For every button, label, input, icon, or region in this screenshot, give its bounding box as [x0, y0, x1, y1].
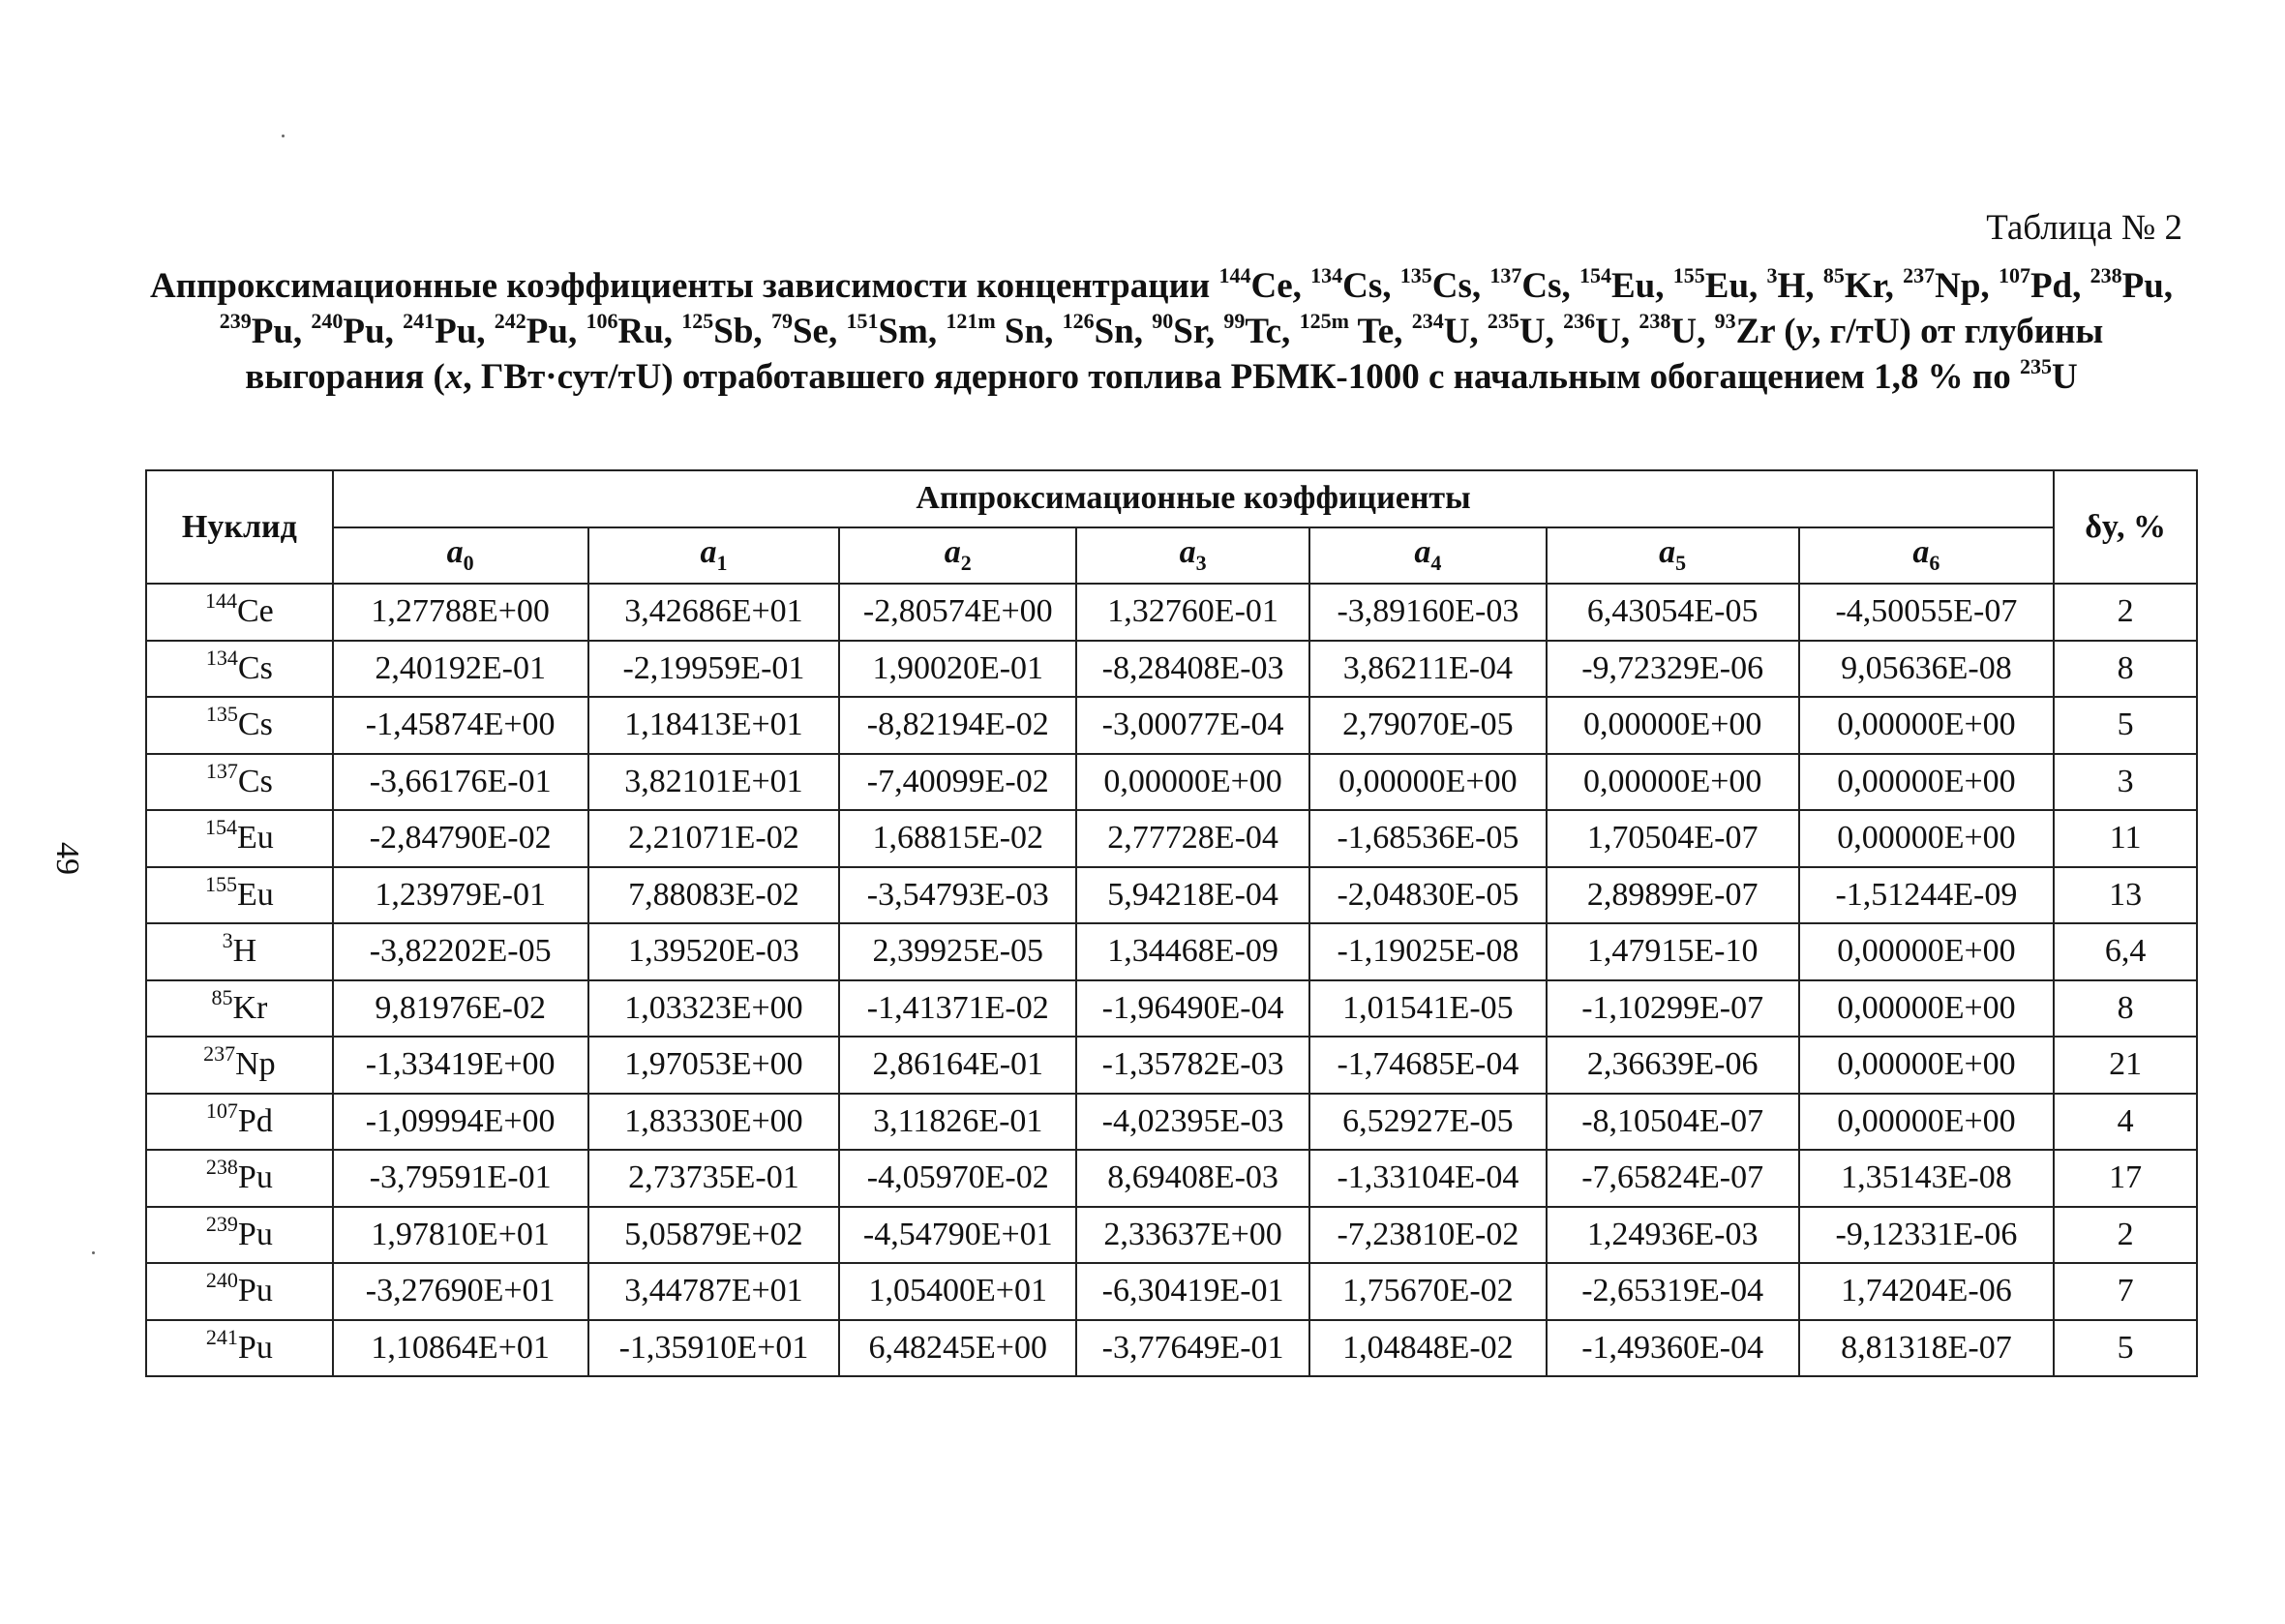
- coef-cell-a1: -1,35910E+01: [588, 1320, 840, 1377]
- title-mass-number: 135: [1399, 263, 1432, 287]
- coef-cell-a6: 0,00000E+00: [1799, 754, 2055, 811]
- coef-letter: a: [944, 534, 961, 571]
- title-mass-number: 238: [1639, 309, 1671, 333]
- nuclide-mass-number: 3: [222, 928, 233, 953]
- coef-cell-a1: 1,39520E-03: [588, 923, 840, 980]
- coef-cell-a0: -1,09994E+00: [333, 1094, 588, 1151]
- coef-cell-a2: 3,11826E-01: [839, 1094, 1076, 1151]
- nuclide-cell: [146, 754, 333, 811]
- title-text: Sm,: [878, 312, 947, 351]
- nuclide-cell: [146, 1263, 333, 1320]
- title-mass-number: 239: [219, 309, 252, 333]
- nuclide-element: Pu: [237, 1329, 273, 1366]
- coef-index: 4: [1430, 551, 1442, 576]
- title-text: Pd,: [2029, 266, 2090, 306]
- nuclide-mass-number: 85: [211, 984, 233, 1009]
- table-row: [146, 754, 2197, 811]
- coef-cell-a5: 1,24936E-03: [1547, 1207, 1799, 1264]
- nuclide-mass-number: 240: [205, 1268, 238, 1293]
- coef-letter: a: [1912, 534, 1930, 571]
- nuclide-element: Pd: [237, 1102, 273, 1139]
- table-row: [146, 1150, 2197, 1207]
- nuclide-mass-number: 238: [205, 1155, 238, 1180]
- table-title: [145, 263, 2178, 400]
- coef-cell-a3: -6,30419E-01: [1076, 1263, 1309, 1320]
- coef-cell-a6: 0,00000E+00: [1799, 810, 2055, 867]
- coef-cell-a2: 1,90020E-01: [839, 641, 1076, 698]
- nuclide-mass-number: 137: [205, 758, 238, 783]
- title-variable: y: [1795, 312, 1813, 351]
- coef-header-a3: [1076, 527, 1309, 585]
- title-text: Cs,: [1521, 266, 1579, 306]
- coef-cell-a5: -8,10504E-07: [1547, 1094, 1799, 1151]
- coef-cell-a1: 1,83330E+00: [588, 1094, 840, 1151]
- table-row: [146, 697, 2197, 754]
- coef-cell-a1: 3,44787E+01: [588, 1263, 840, 1320]
- coef-cell-a4: -1,68536E-05: [1309, 810, 1547, 867]
- coef-cell-a2: -7,40099E-02: [839, 754, 1076, 811]
- coef-index: 2: [960, 551, 972, 576]
- coef-cell-a5: 0,00000E+00: [1547, 754, 1799, 811]
- coef-cell-a4: 1,75670E-02: [1309, 1263, 1547, 1320]
- coef-cell-a4: -1,33104E-04: [1309, 1150, 1547, 1207]
- title-mass-number: 242: [494, 309, 526, 333]
- coef-cell-a0: 1,10864E+01: [333, 1320, 588, 1377]
- coef-cell-a6: 0,00000E+00: [1799, 980, 2055, 1038]
- title-text: Sb,: [713, 312, 771, 351]
- coef-cell-a4: -1,74685E-04: [1309, 1037, 1547, 1094]
- nuclide-element: Cs: [237, 763, 273, 799]
- coef-letter: a: [1179, 534, 1196, 571]
- title-text: Sr,: [1173, 312, 1224, 351]
- coef-cell-a6: 1,35143E-08: [1799, 1150, 2055, 1207]
- nuclide-cell: [146, 1037, 333, 1094]
- coef-cell-a6: 0,00000E+00: [1799, 697, 2055, 754]
- coef-header-a4: [1309, 527, 1547, 585]
- coef-index: 3: [1195, 551, 1207, 576]
- delta-cell: 21: [2054, 1037, 2197, 1094]
- title-mass-number: 107: [1998, 263, 2030, 287]
- nuclide-mass-number: 154: [204, 815, 237, 840]
- title-mass-number: 3: [1766, 263, 1778, 287]
- title-text: Pu,: [343, 312, 404, 351]
- coef-cell-a3: -4,02395E-03: [1076, 1094, 1309, 1151]
- coef-letter: a: [1414, 534, 1431, 571]
- coef-cell-a0: -1,33419E+00: [333, 1037, 588, 1094]
- title-text: Ce,: [1250, 266, 1311, 306]
- coef-cell-a5: 6,43054E-05: [1547, 584, 1799, 641]
- title-text: Pu,: [526, 312, 586, 351]
- coef-index: 1: [716, 551, 728, 576]
- title-text: Np,: [1935, 266, 1999, 306]
- table-row: [146, 1094, 2197, 1151]
- title-mass-number: 79: [770, 309, 793, 333]
- coef-cell-a4: -2,04830E-05: [1309, 867, 1547, 924]
- coefficients-group-header: Аппроксимационные коэффициенты: [333, 470, 2055, 527]
- title-mass-number: 144: [1218, 263, 1251, 287]
- table-row: [146, 867, 2197, 924]
- coef-cell-a6: -1,51244E-09: [1799, 867, 2055, 924]
- table-row: [146, 1037, 2197, 1094]
- title-text: Tc,: [1245, 312, 1300, 351]
- nuclide-element: Pu: [237, 1216, 273, 1252]
- title-mass-number: 238: [2090, 263, 2122, 287]
- title-text: Cs,: [1342, 266, 1400, 306]
- nuclide-element: Pu: [237, 1159, 273, 1196]
- coef-cell-a1: 1,97053E+00: [588, 1037, 840, 1094]
- title-mass-number: 106: [586, 309, 618, 333]
- nuclide-cell: [146, 810, 333, 867]
- delta-cell: 8: [2054, 980, 2197, 1038]
- nuclide-mass-number: 237: [203, 1041, 236, 1067]
- nuclide-element: Eu: [236, 876, 274, 913]
- coef-cell-a4: 2,79070E-05: [1309, 697, 1547, 754]
- title-text: Pu,: [251, 312, 312, 351]
- title-mass-number: 151: [846, 309, 879, 333]
- coef-cell-a2: 2,39925E-05: [839, 923, 1076, 980]
- coef-cell-a3: -8,28408E-03: [1076, 641, 1309, 698]
- title-text: Kr,: [1844, 266, 1904, 306]
- coef-cell-a0: -3,82202E-05: [333, 923, 588, 980]
- nuclide-cell: [146, 980, 333, 1038]
- coef-cell-a1: 2,73735E-01: [588, 1150, 840, 1207]
- delta-cell: 4: [2054, 1094, 2197, 1151]
- title-mass-number: 85: [1822, 263, 1845, 287]
- coef-cell-a3: 1,32760E-01: [1076, 584, 1309, 641]
- coef-cell-a6: 0,00000E+00: [1799, 923, 2055, 980]
- coef-cell-a0: 2,40192E-01: [333, 641, 588, 698]
- title-text: U: [2051, 357, 2078, 397]
- coef-cell-a5: -2,65319E-04: [1547, 1263, 1799, 1320]
- delta-header: δy, %: [2054, 470, 2197, 584]
- nuclide-element: Ce: [236, 593, 274, 630]
- title-text: Eu,: [1704, 266, 1767, 306]
- coef-header-a2: [839, 527, 1076, 585]
- coef-cell-a1: 1,03323E+00: [588, 980, 840, 1038]
- coef-cell-a2: -4,54790E+01: [839, 1207, 1076, 1264]
- coef-header-a6: [1799, 527, 2055, 585]
- nuclide-element: Kr: [232, 989, 268, 1026]
- coef-cell-a6: -4,50055E-07: [1799, 584, 2055, 641]
- title-mass-number: 235: [1487, 309, 1519, 333]
- coef-cell-a0: 1,23979E-01: [333, 867, 588, 924]
- coef-cell-a4: 1,04848E-02: [1309, 1320, 1547, 1377]
- coef-cell-a4: 6,52927E-05: [1309, 1094, 1547, 1151]
- title-text: Zr (: [1735, 312, 1796, 351]
- table-row: [146, 1207, 2197, 1264]
- nuclide-cell: [146, 867, 333, 924]
- coef-index: 0: [463, 551, 474, 576]
- page-number: 49: [49, 842, 85, 875]
- coef-cell-a4: -1,19025E-08: [1309, 923, 1547, 980]
- title-mass-number: 125m: [1299, 309, 1349, 333]
- coef-cell-a6: 9,05636E-08: [1799, 641, 2055, 698]
- coef-cell-a6: 8,81318E-07: [1799, 1320, 2055, 1377]
- coef-cell-a0: 1,97810E+01: [333, 1207, 588, 1264]
- coef-cell-a0: 1,27788E+00: [333, 584, 588, 641]
- title-variable: x: [444, 357, 464, 397]
- coef-cell-a2: -3,54793E-03: [839, 867, 1076, 924]
- nuclide-cell: [146, 697, 333, 754]
- title-text: Pu,: [2121, 266, 2174, 306]
- coef-cell-a3: -3,00077E-04: [1076, 697, 1309, 754]
- nuclide-element: Pu: [237, 1273, 273, 1309]
- coef-cell-a5: -1,10299E-07: [1547, 980, 1799, 1038]
- nuclide-mass-number: 144: [204, 588, 237, 614]
- delta-cell: 2: [2054, 584, 2197, 641]
- coef-cell-a0: -3,66176E-01: [333, 754, 588, 811]
- coef-cell-a0: -3,27690E+01: [333, 1263, 588, 1320]
- coef-header-a0: [333, 527, 588, 585]
- coef-cell-a2: -8,82194E-02: [839, 697, 1076, 754]
- coef-cell-a0: -2,84790E-02: [333, 810, 588, 867]
- title-mass-number: 155: [1672, 263, 1705, 287]
- nuclide-element: H: [232, 933, 257, 970]
- title-mass-number: 235: [2019, 354, 2052, 378]
- delta-cell: 5: [2054, 697, 2197, 754]
- coef-cell-a3: -3,77649E-01: [1076, 1320, 1309, 1377]
- nuclide-mass-number: 239: [205, 1211, 238, 1236]
- coef-cell-a3: 2,77728E-04: [1076, 810, 1309, 867]
- delta-cell: 6,4: [2054, 923, 2197, 980]
- title-mass-number: 90: [1152, 309, 1174, 333]
- title-mass-number: 237: [1903, 263, 1936, 287]
- title-mass-number: 99: [1223, 309, 1246, 333]
- coef-cell-a5: -7,65824E-07: [1547, 1150, 1799, 1207]
- title-mass-number: 137: [1489, 263, 1522, 287]
- title-mass-number: 154: [1579, 263, 1611, 287]
- coef-cell-a2: 1,68815E-02: [839, 810, 1076, 867]
- title-text: Cs,: [1431, 266, 1490, 306]
- title-text: U,: [1443, 312, 1488, 351]
- delta-cell: 11: [2054, 810, 2197, 867]
- title-mass-number: 240: [311, 309, 344, 333]
- nuclide-cell: [146, 641, 333, 698]
- title-text: Sn,: [995, 312, 1063, 351]
- coef-cell-a4: -3,89160E-03: [1309, 584, 1547, 641]
- title-text: U,: [1670, 312, 1715, 351]
- title-text: U,: [1595, 312, 1639, 351]
- title-text: Pu,: [435, 312, 495, 351]
- table-row: [146, 1263, 2197, 1320]
- nuclide-element: Cs: [237, 649, 273, 686]
- coef-cell-a3: -1,96490E-04: [1076, 980, 1309, 1038]
- coef-cell-a6: -9,12331E-06: [1799, 1207, 2055, 1264]
- nuclide-mass-number: 155: [204, 871, 237, 896]
- nuclide-element: Np: [235, 1046, 276, 1083]
- delta-cell: 7: [2054, 1263, 2197, 1320]
- title-text: , ГВт·сут/тU) отработавшего ядерного топлива РБМК-1000 с начальным обогащением 1,8 % по: [463, 357, 2020, 397]
- table-row: [146, 641, 2197, 698]
- coef-cell-a0: -1,45874E+00: [333, 697, 588, 754]
- title-text: H,: [1777, 266, 1823, 306]
- nuclide-cell: [146, 1094, 333, 1151]
- coef-letter: a: [700, 534, 717, 571]
- title-text: Eu,: [1611, 266, 1673, 306]
- coef-cell-a6: 0,00000E+00: [1799, 1037, 2055, 1094]
- coef-cell-a1: -2,19959E-01: [588, 641, 840, 698]
- scan-speck: [282, 135, 285, 137]
- title-text: Sn,: [1094, 312, 1153, 351]
- scan-speck: [92, 1251, 95, 1254]
- coef-cell-a4: 1,01541E-05: [1309, 980, 1547, 1038]
- coef-cell-a4: -7,23810E-02: [1309, 1207, 1547, 1264]
- coef-cell-a5: 2,89899E-07: [1547, 867, 1799, 924]
- coef-cell-a3: 8,69408E-03: [1076, 1150, 1309, 1207]
- nuclide-header: Нуклид: [146, 470, 333, 584]
- nuclide-mass-number: 107: [205, 1098, 238, 1123]
- title-text: Te,: [1348, 312, 1412, 351]
- delta-cell: 2: [2054, 1207, 2197, 1264]
- title-text: Аппроксимационные коэффициенты зависимости концентрации: [149, 266, 1219, 306]
- coef-cell-a3: 2,33637E+00: [1076, 1207, 1309, 1264]
- coef-cell-a0: 9,81976E-02: [333, 980, 588, 1038]
- coef-cell-a5: 2,36639E-06: [1547, 1037, 1799, 1094]
- coef-cell-a2: -1,41371E-02: [839, 980, 1076, 1038]
- title-mass-number: 134: [1310, 263, 1343, 287]
- coef-header-a5: [1547, 527, 1799, 585]
- table-row: [146, 1320, 2197, 1377]
- coef-cell-a4: 3,86211E-04: [1309, 641, 1547, 698]
- nuclide-element: Cs: [237, 707, 273, 743]
- table-number: Таблица № 2: [1986, 208, 2182, 248]
- coef-cell-a5: 1,70504E-07: [1547, 810, 1799, 867]
- coef-cell-a6: 1,74204E-06: [1799, 1263, 2055, 1320]
- coef-cell-a1: 1,18413E+01: [588, 697, 840, 754]
- coef-cell-a2: -4,05970E-02: [839, 1150, 1076, 1207]
- title-mass-number: 126: [1062, 309, 1095, 333]
- title-mass-number: 234: [1411, 309, 1444, 333]
- coef-cell-a3: -1,35782E-03: [1076, 1037, 1309, 1094]
- coef-cell-a5: 1,47915E-10: [1547, 923, 1799, 980]
- delta-cell: 5: [2054, 1320, 2197, 1377]
- title-mass-number: 241: [403, 309, 436, 333]
- title-text: Se,: [792, 312, 847, 351]
- delta-cell: 17: [2054, 1150, 2197, 1207]
- coef-header-a1: [588, 527, 840, 585]
- coef-cell-a1: 7,88083E-02: [588, 867, 840, 924]
- table-body: [146, 584, 2197, 1376]
- coef-cell-a1: 3,42686E+01: [588, 584, 840, 641]
- nuclide-cell: [146, 1207, 333, 1264]
- delta-cell: 3: [2054, 754, 2197, 811]
- nuclide-element: Eu: [236, 820, 274, 857]
- coef-cell-a5: -9,72329E-06: [1547, 641, 1799, 698]
- nuclide-mass-number: 135: [205, 702, 238, 727]
- coef-cell-a1: 2,21071E-02: [588, 810, 840, 867]
- coef-index: 6: [1929, 551, 1940, 576]
- title-text: , г/тU) от глубины выгорания (: [245, 312, 2104, 397]
- coef-cell-a5: -1,49360E-04: [1547, 1320, 1799, 1377]
- nuclide-mass-number: 134: [205, 645, 238, 670]
- coef-cell-a6: 0,00000E+00: [1799, 1094, 2055, 1151]
- coef-cell-a5: 0,00000E+00: [1547, 697, 1799, 754]
- table-row: [146, 584, 2197, 641]
- nuclide-cell: [146, 1150, 333, 1207]
- title-mass-number: 121m: [946, 309, 996, 333]
- coef-cell-a4: 0,00000E+00: [1309, 754, 1547, 811]
- coef-letter: a: [446, 534, 464, 571]
- coefficients-table: [145, 469, 2198, 1377]
- coef-cell-a3: 5,94218E-04: [1076, 867, 1309, 924]
- table-row: [146, 980, 2197, 1038]
- title-mass-number: 236: [1563, 309, 1596, 333]
- delta-cell: 13: [2054, 867, 2197, 924]
- coef-cell-a3: 1,34468E-09: [1076, 923, 1309, 980]
- nuclide-cell: [146, 1320, 333, 1377]
- coef-cell-a1: 3,82101E+01: [588, 754, 840, 811]
- nuclide-cell: [146, 584, 333, 641]
- nuclide-mass-number: 241: [205, 1324, 238, 1349]
- title-text: U,: [1518, 312, 1564, 351]
- coefficient-header-row: [146, 527, 2197, 585]
- coef-cell-a3: 0,00000E+00: [1076, 754, 1309, 811]
- title-text: Ru,: [617, 312, 682, 351]
- coef-cell-a2: 6,48245E+00: [839, 1320, 1076, 1377]
- coef-cell-a1: 5,05879E+02: [588, 1207, 840, 1264]
- coef-index: 5: [1675, 551, 1687, 576]
- title-mass-number: 125: [681, 309, 714, 333]
- coef-letter: a: [1659, 534, 1676, 571]
- table-row: [146, 810, 2197, 867]
- table-row: [146, 923, 2197, 980]
- title-mass-number: 93: [1714, 309, 1736, 333]
- coef-cell-a0: -3,79591E-01: [333, 1150, 588, 1207]
- delta-cell: 8: [2054, 641, 2197, 698]
- coef-cell-a2: 2,86164E-01: [839, 1037, 1076, 1094]
- coef-cell-a2: -2,80574E+00: [839, 584, 1076, 641]
- nuclide-cell: [146, 923, 333, 980]
- coef-cell-a2: 1,05400E+01: [839, 1263, 1076, 1320]
